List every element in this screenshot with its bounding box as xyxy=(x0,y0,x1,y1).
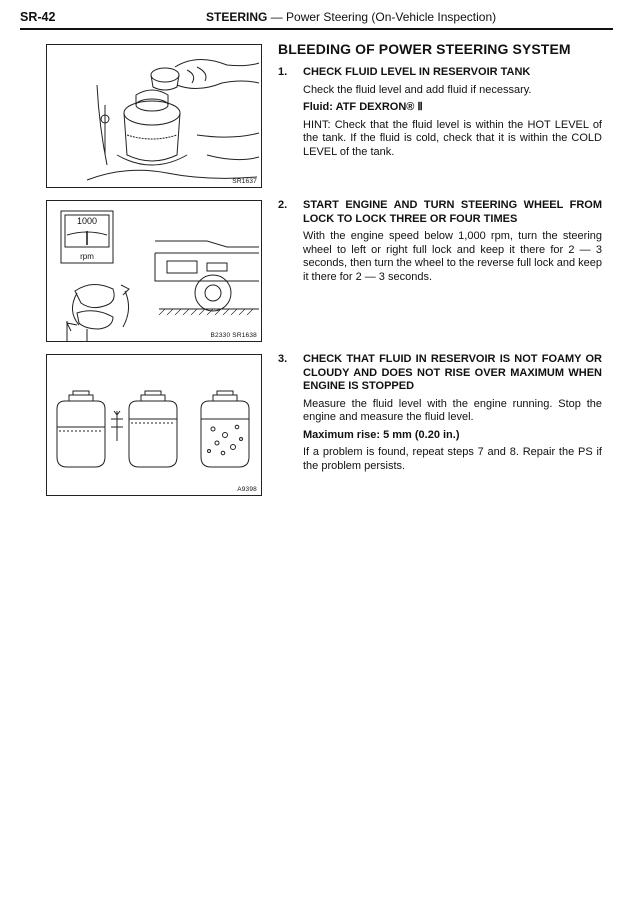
step-1 xyxy=(278,66,602,159)
step-remedy: If a problem is found, repeat steps 7 and 8. Repair the PS if the problem persists. xyxy=(303,446,602,472)
step-3 xyxy=(278,353,602,473)
step-hint: HINT: Check that the fluid level is within the HOT LEVEL of the tank. If the fluid is cold, check that it is within the COLD LEVEL of the tank. xyxy=(303,118,602,158)
section-name: STEERING xyxy=(206,10,268,24)
max-rise-spec: Maximum rise: 5 mm (0.20 in.) xyxy=(303,428,460,441)
section-subtitle: — Power Steering (On-Vehicle Inspection) xyxy=(267,10,497,24)
gauge-value: 1000 xyxy=(76,216,98,226)
step-number: 2. xyxy=(278,199,288,211)
fluid-spec: Fluid: ATF DEXRON® Ⅱ xyxy=(303,101,423,113)
step-number: 3. xyxy=(278,353,288,365)
figure-engine-steering xyxy=(46,200,262,342)
page-number: SR-42 xyxy=(20,10,56,24)
step-2 xyxy=(278,199,602,284)
gauge-unit: rpm xyxy=(80,252,94,261)
step-text: With the engine speed below 1,000 rpm, turn the steering wheel to left or right full lock and keep it there for 2 — 3 seconds, then turn the wheel to the reverse full lock and keep it there for 2 — 3 seconds. xyxy=(303,230,603,283)
figure-code: SR1637 xyxy=(232,178,257,185)
step-text: Measure the fluid level with the engine running. Stop the engine and measure the fluid level. xyxy=(303,397,602,423)
header-rule xyxy=(20,28,613,30)
figure-code: B2330 SR1638 xyxy=(210,332,257,339)
step-number: 1. xyxy=(278,66,288,78)
section-title xyxy=(206,10,496,24)
page-title: BLEEDING OF POWER STEERING SYSTEM xyxy=(278,41,571,57)
figure-code: A9398 xyxy=(237,486,257,493)
tachometer-steering-illustration xyxy=(47,201,261,341)
page-header xyxy=(20,10,612,28)
figure-fluid-check xyxy=(46,44,262,188)
step-text: Check the fluid level and add fluid if necessary. xyxy=(303,83,532,96)
step-heading: START ENGINE AND TURN STEERING WHEEL FROM LOCK TO LOCK THREE OR FOUR TIMES xyxy=(303,199,602,225)
step-heading: CHECK FLUID LEVEL IN RESERVOIR TANK xyxy=(303,66,531,78)
reservoir-check-illustration xyxy=(47,45,261,187)
reservoir-comparison-illustration xyxy=(47,355,261,495)
step-heading: CHECK THAT FLUID IN RESERVOIR IS NOT FOAMY OR CLOUDY AND DOES NOT RISE OVER MAXIMUM WHEN ENGINE IS STOPPED xyxy=(303,353,602,392)
figure-fluid-condition xyxy=(46,354,262,496)
